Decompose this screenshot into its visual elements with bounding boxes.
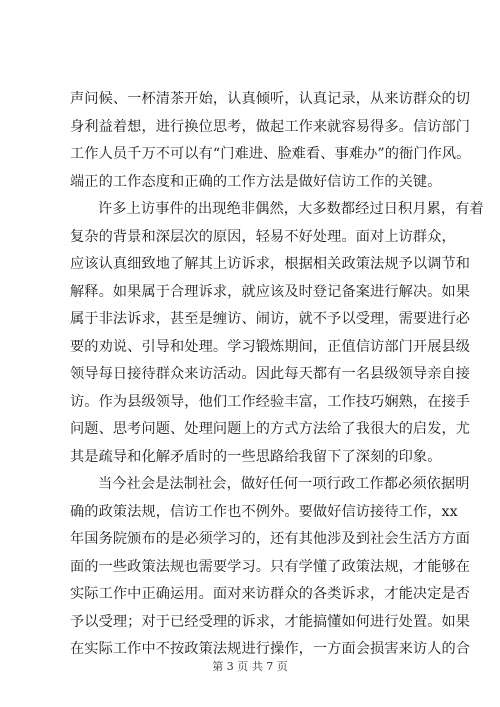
text-line: 端正的工作态度和正确的工作方法是做好信访工作的关键。 bbox=[70, 173, 442, 190]
text-line: 身利益着想，进行换位思考，做起工作来就容易得多。信访部门 bbox=[70, 118, 471, 135]
text-line: 面的一些政策法规也需要学习。只有学懂了政策法规，才能够在 bbox=[70, 558, 471, 575]
paragraph-start-line: 许多上访事件的出现绝非偶然，大多数都经过日积月累，有着 bbox=[98, 201, 484, 217]
text-line: 解释。如果属于合理诉求，就应该及时登记备案进行解决。如果 bbox=[70, 283, 471, 300]
text-line: 声问候、一杯清茶开始，认真倾听，认真记录，从来访群众的切 bbox=[70, 91, 471, 107]
text-line: 确的政策法规，信访工作也不例外。要做好信访接待工作，xx bbox=[70, 503, 458, 520]
text-line: 在实际工作中不按政策法规进行操作，一方面会损害来访人的合 bbox=[70, 641, 471, 657]
text-line: 年国务院颁布的是必须学习的，还有其他涉及到社会生活方方面 bbox=[70, 531, 471, 547]
text-line: 应该认真细致地了解其上访诉求，根据相关政策法规予以调节和 bbox=[70, 256, 471, 272]
text-line: 工作人员千万不可以有“门难进、脸难看、事难办”的衙门作风。 bbox=[70, 146, 471, 162]
text-line: 访。作为县级领导，他们工作经验丰富，工作技巧娴熟，在接手 bbox=[70, 393, 471, 410]
text-line: 属于非法诉求，甚至是缠访、闹访，就不予以受理，需要进行必 bbox=[70, 311, 471, 327]
document-body bbox=[70, 86, 484, 664]
text-line: 领导每日接待群众来访活动。因此每天都有一名县级领导亲自接 bbox=[70, 366, 471, 382]
paragraph-start-line: 当今社会是法制社会，做好任何一项行政工作都必须依据明 bbox=[98, 476, 470, 492]
text-line: 问题、思考问题、处理问题上的方式方法给了我很大的启发，尤 bbox=[70, 421, 471, 437]
text-line: 予以受理；对于已经受理的诉求，才能搞懂如何进行处置。如果 bbox=[70, 613, 471, 630]
page-number-footer: 第 3 页 共 7 页 bbox=[212, 660, 288, 673]
text-line: 复杂的背景和深层次的原因，轻易不好处理。面对上访群众， bbox=[70, 228, 456, 245]
text-line: 实际工作中正确运用。面对来访群众的各类诉求，才能决定是否 bbox=[70, 586, 471, 602]
text-line: 要的劝说、引导和处理。学习锻炼期间，正值信访部门开展县级 bbox=[70, 338, 471, 355]
text-line: 其是疏导和化解矛盾时的一些思路给我留下了深刻的印象。 bbox=[70, 448, 442, 465]
